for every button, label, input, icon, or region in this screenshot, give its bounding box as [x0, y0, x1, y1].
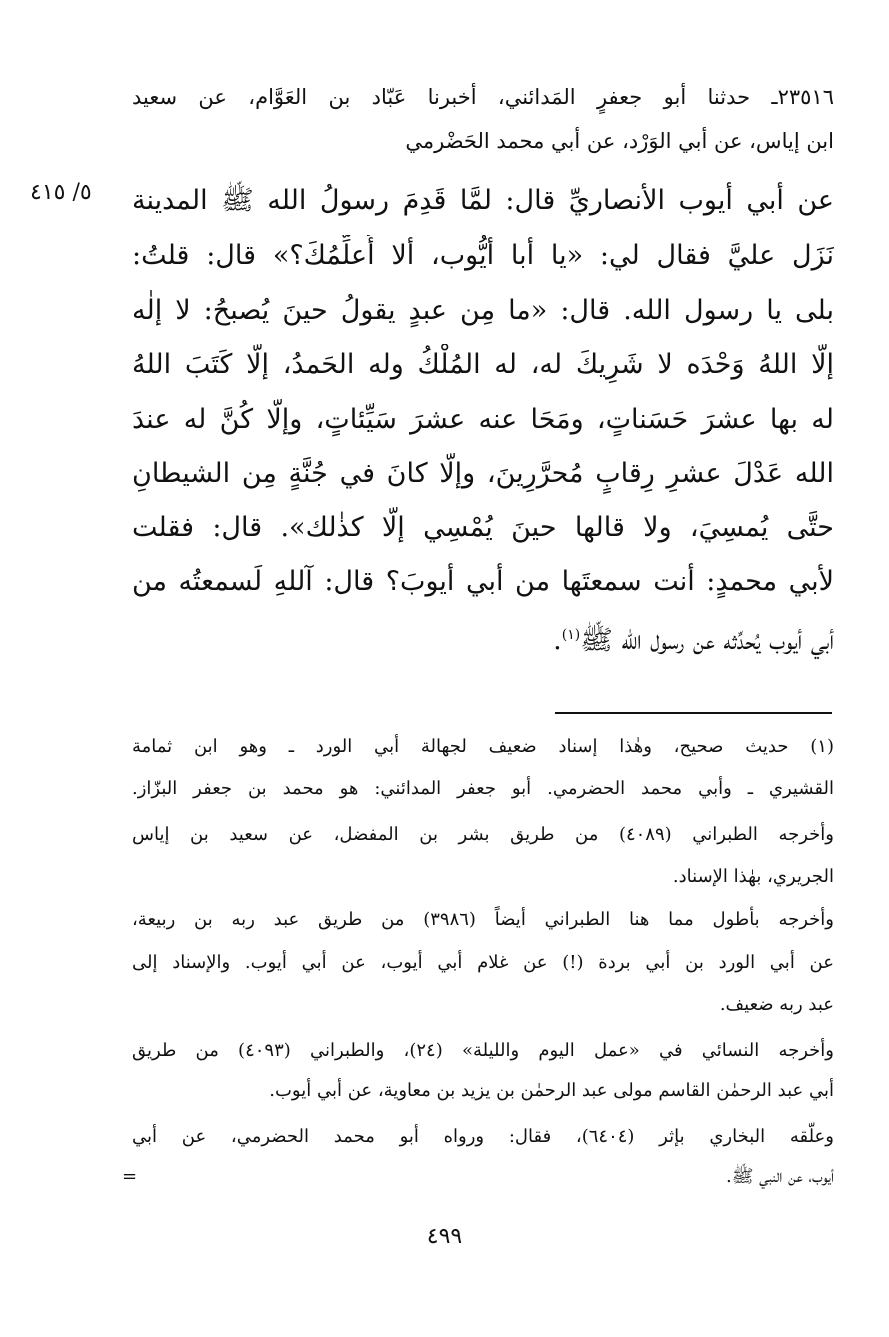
matn-end-period: .: [553, 625, 562, 656]
matn-line: إلَّا اللهُ وَحْدَه لا شَرِيكَ له، له المُلْكُ وله الحَمدُ، إلَّا كَتَبَ اللهُ: [132, 349, 834, 380]
volume-page-reference: ٥/ ٤١٥: [30, 180, 92, 205]
matn-line: عن أبي أيوب الأنصاريِّ قال: لمَّا قَدِمَ رسولُ الله ﷺ المدينة: [132, 185, 834, 216]
matn-line: نَزَل عليَّ فقال لي: «يا أبا أيُّوب، ألا أُعلِّمُكَ؟» قال: قلتُ:: [132, 240, 834, 271]
footnote-line: (١) حديث صحيح، وهٰذا إسناد ضعيف لجهالة أبي الورد ـ وهو ابن ثمامة: [132, 736, 834, 757]
footnote-line: وأخرجه الطبراني (٤٠٨٩) من طريق بشر بن المفضل، عن سعيد بن إياس: [132, 824, 834, 845]
matn-line: حتَّى يُمسِيَ، ولا قالها حينَ يُمْسِي إلَّا كذٰلك». قال: فقلت: [132, 512, 834, 543]
isnad-line: ابن إياس، عن أبي الوَرْد، عن أبي محمد الحَضْرمي: [405, 129, 834, 153]
footnote-line: وعلَّقه البخاري بإثر (٦٤٠٤)، فقال: ورواه أبو محمد الحضرمي، عن أبي: [132, 1126, 834, 1147]
footnote-line: الجريري، بهٰذا الإسناد.: [672, 866, 834, 887]
matn-line: الله عَدْلَ عشرِ رِقابٍ مُحرَّرِينَ، وإلَّا كانَ في جُنَّةٍ مِن الشيطانِ: [132, 458, 834, 489]
footnote-separator: [555, 712, 832, 714]
footnote-marker: (١): [561, 627, 581, 643]
continuation-mark: =: [122, 1166, 138, 1187]
footnote-line: القشيري ـ وأبي محمد الحضرمي. أبو جعفر المدائني: هو محمد بن جعفر البزّاز.: [132, 778, 834, 799]
footnote-line: أيوب، عن النبي ﷺ.: [725, 1166, 834, 1187]
footnote-line: وأخرجه النسائي في «عمل اليوم والليلة» (٢٤)، والطبراني (٤٠٩٣) من طريق: [132, 1040, 834, 1061]
matn-last-line-text: أبي أيوب يُحدِّثه عن رسول الله ﷺ: [580, 625, 834, 656]
footnote-line: عبد ربه ضعيف.: [719, 994, 834, 1015]
matn-line: لأبي محمدٍ: أنت سمعتَها من أبي أيوبَ؟ قال: آللهِ لَسمعتُه من: [132, 566, 834, 597]
footnote-line: وأخرجه بأطول مما هنا الطبراني أيضاً (٣٩٨٦) من طريق عبد ربه بن ربيعة،: [132, 909, 834, 930]
isnad-line: ٢٣٥١٦ـ حدثنا أبو جعفرٍ المَدائني، أخبرنا عَبّاد بن العَوَّام، عن سعيد: [132, 85, 834, 109]
page-number: ٤٩٩: [426, 1224, 463, 1249]
footnote-line: أبي عبد الرحمٰن القاسم مولى عبد الرحمٰن بن يزيد بن معاوية، عن أبي أيوب.: [269, 1080, 834, 1101]
matn-line: له بها عشرَ حَسَناتٍ، ومَحَا عنه عشرَ سَيِّئاتٍ، وإلَّا كُنَّ له عندَ: [132, 404, 834, 435]
matn-line: بلى يا رسول الله. قال: «ما مِن عبدٍ يقولُ حينَ يُصبحُ: لا إلٰه: [132, 295, 834, 326]
footnote-line: عن أبي الورد بن أبي بردة (!) عن غلام أبي أيوب، عن أبي أيوب. والإسناد إلى: [132, 952, 834, 973]
matn-line: [132, 614, 834, 660]
